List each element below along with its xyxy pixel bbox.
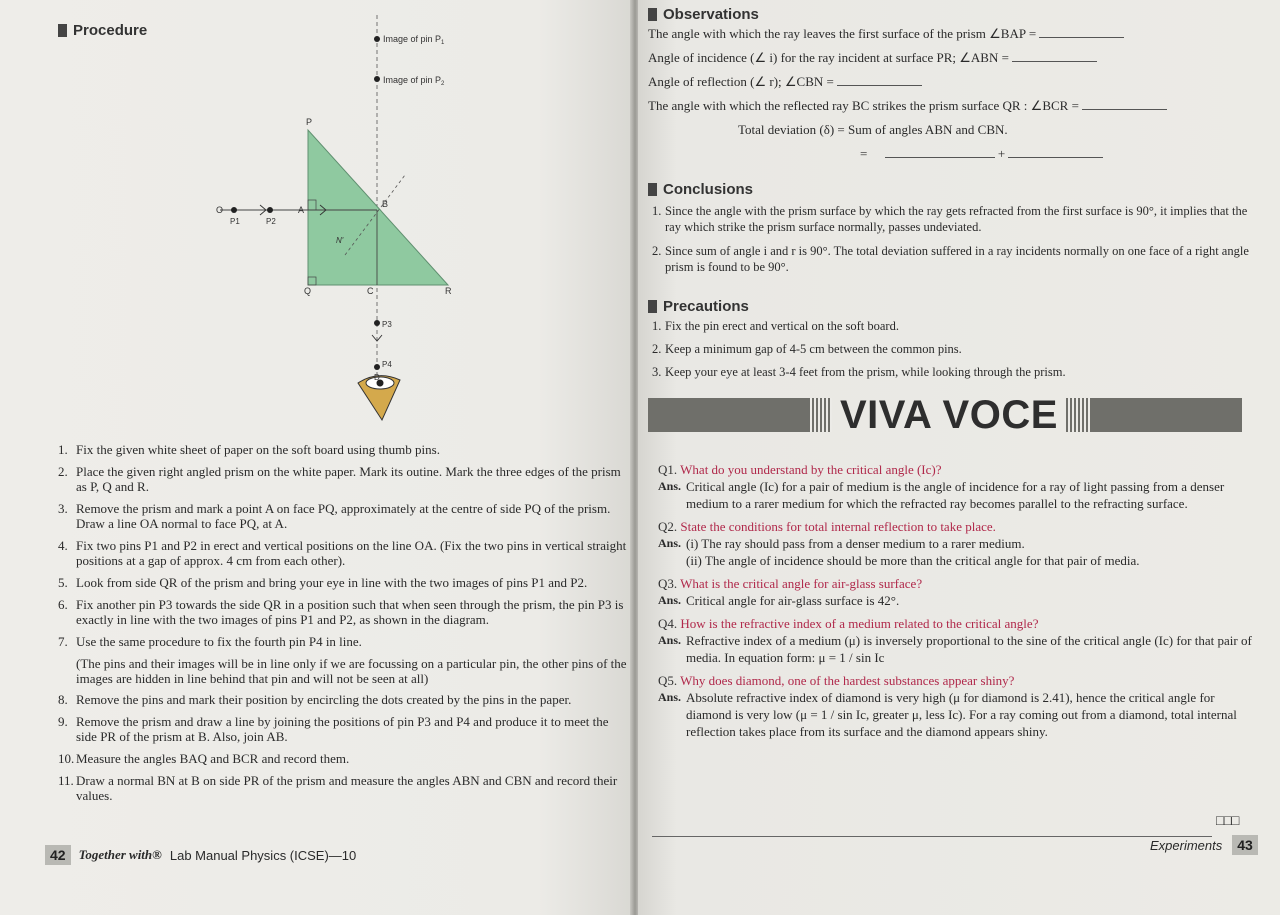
left-page	[0, 0, 634, 915]
heading-bar-icon	[58, 24, 67, 37]
observations-block	[648, 22, 1208, 166]
conclusions-list	[652, 203, 1252, 283]
observations-heading: Observations	[648, 6, 759, 23]
viva-voce-title: VIVA VOCE	[840, 392, 1058, 437]
step-text: Fix two pins P1 and P2 in erect and vertical positions on the line OA. (Fix the two pins in vertical straight positions at a gap of approx. 4 cm from each other).	[76, 538, 627, 568]
viva-question: Q3. What is the critical angle for air-glass surface?	[658, 576, 923, 591]
step-text: Fix the given white sheet of paper on the soft board using thumb pins.	[76, 442, 440, 457]
label-p1: P1	[230, 217, 240, 226]
page-number-right: 43	[1232, 835, 1258, 855]
step-text: Look from side QR of the prism and bring your eye in line with the two images of pins P1 and P2.	[76, 575, 588, 590]
step-number: 11.	[58, 773, 74, 788]
procedure-step	[58, 575, 628, 590]
viva-question: Q1. What do you understand by the critical angle (Ic)?	[658, 462, 942, 477]
procedure-note: (The pins and their images will be in line only if we are focussing on a particular pin, the other pins of the images are hidden in line behind that pin and will not be seen at all)	[76, 656, 627, 686]
procedure-step	[58, 714, 628, 744]
step-number: 3.	[58, 501, 68, 516]
precaution-item: 3. Keep your eye at least 3-4 feet from the prism, while looking through the prism.	[652, 365, 1066, 379]
observation-line: The angle with which the ray leaves the first surface of the prism ∠BAP =	[648, 22, 1208, 46]
right-footer	[1150, 835, 1258, 855]
label-p4: P4	[382, 360, 392, 369]
viva-answer: (ii) The angle of incidence should be more than the critical angle for that pair of media.	[686, 553, 1140, 568]
procedure-step	[58, 773, 628, 803]
label-image-p2: Image of pin $P_2$	[383, 75, 445, 87]
label-image-p1: Image of pin $P_1$	[383, 34, 445, 46]
step-number: 7.	[58, 634, 68, 649]
viva-answer: Ans. Refractive index of a medium (μ) is inversely proportional to the sine of the critical angle (Ic) for that pair of media. In equation form: μ = 1 / sin Ic	[658, 633, 1252, 665]
conclusions-heading: Conclusions	[648, 181, 753, 198]
brand-logo: Together with®	[78, 847, 162, 862]
viva-answer: Ans. (i) The ray should pass from a denser medium to a rarer medium.	[658, 536, 1025, 551]
step-text: Remove the prism and draw a line by joining the positions of pin P3 and P4 and produce it to meet the side PR of the prism at B. Also, join AB.	[76, 714, 609, 744]
procedure-step	[58, 597, 628, 627]
viva-question: Q4. How is the refractive index of a medium related to the critical angle?	[658, 616, 1039, 631]
heading-bar-icon	[648, 8, 657, 21]
precaution-item: 2. Keep a minimum gap of 4-5 cm between the common pins.	[652, 342, 962, 356]
deviation-sum-line: = +	[648, 142, 1208, 166]
procedure-step	[58, 442, 628, 457]
procedure-step	[58, 464, 628, 494]
step-text: Draw a normal BN at B on side PR of the prism and measure the angles ABN and CBN and record their values.	[76, 773, 618, 803]
step-number: 4.	[58, 538, 68, 553]
viva-voce-banner	[648, 392, 1242, 438]
book-title: Lab Manual Physics (ICSE)—10	[169, 847, 357, 863]
label-R: R	[445, 286, 452, 296]
viva-qa-list	[658, 455, 1254, 740]
heading-bar-icon	[648, 183, 657, 196]
precautions-heading: Precautions	[648, 298, 749, 315]
procedure-steps	[58, 442, 628, 810]
observation-line: Angle of reflection (∠ r); ∠CBN =	[648, 70, 1208, 94]
observation-line: Angle of incidence (∠ i) for the ray incident at surface PR; ∠ABN =	[648, 46, 1208, 70]
step-text: Measure the angles BAQ and BCR and record them.	[76, 751, 350, 766]
conclusion-item: 2. Since sum of angle i and r is 90°. The total deviation suffered in a ray incidents normally on one face of a right angle prism is found to be 90°.	[652, 244, 1249, 274]
label-N: N'	[336, 236, 344, 245]
label-C: C	[367, 286, 374, 296]
conclusion-item: 1. Since the angle with the prism surface by which the ray gets refracted from the first surface is 90°, it implies that the ray which strike the prism surface normally, passes undeviated.	[652, 204, 1248, 234]
viva-question: Q2. State the conditions for total internal reflection to take place.	[658, 519, 996, 534]
label-p3: P3	[382, 320, 392, 329]
step-number: 2.	[58, 464, 68, 479]
label-P: P	[306, 117, 313, 127]
viva-answer: Ans. Critical angle (Ic) for a pair of medium is the angle of incidence for a ray of light passing from a denser medium to a rarer medium for which the refracted ray becomes parallel to the refracting surface.	[658, 479, 1225, 511]
procedure-step	[58, 751, 628, 766]
label-p2: P2	[266, 217, 276, 226]
label-O: O	[216, 205, 224, 215]
viva-question: Q5. Why does diamond, one of the hardest substances appear shiny?	[658, 673, 1015, 688]
label-Q: Q	[304, 286, 312, 296]
observation-line: The angle with which the reflected ray BC strikes the prism surface QR : ∠BCR =	[648, 94, 1208, 118]
procedure-step	[58, 501, 628, 531]
page-number-left: 42	[45, 845, 71, 865]
footer-rule	[652, 836, 1212, 837]
prism-diagram	[200, 15, 500, 430]
left-footer	[45, 845, 356, 865]
procedure-step	[58, 692, 628, 707]
step-text: Fix another pin P3 towards the side QR in a position such that when seen through the prism, the pin P3 is exactly in line with the two images of pins P1 and P2, as shown in the diagram.	[76, 597, 624, 627]
procedure-step	[58, 538, 628, 568]
step-text: Remove the pins and mark their position by encircling the dots created by the pins in the paper.	[76, 692, 572, 707]
viva-answer: Ans. Critical angle for air-glass surface is 42°.	[658, 593, 900, 608]
step-number: 6.	[58, 597, 68, 612]
step-text: Use the same procedure to fix the fourth pin P4 in line.	[76, 634, 362, 649]
end-marks: □□□	[1216, 812, 1239, 828]
step-number: 8.	[58, 692, 68, 707]
footer-label: Experiments	[1150, 837, 1223, 853]
total-deviation: Total deviation (δ) = Sum of angles ABN and CBN.	[738, 122, 1008, 137]
precautions-list	[652, 319, 1252, 388]
viva-answer: Ans. Absolute refractive index of diamond is very high (μ for diamond is 2.41), hence the critical angle for diamond is very low (μ = 1 / sin Ic, greater μ, less Ic). For a ray coming out from a diamond, total internal reflection takes place from its surface and the diamond appears shiny.	[658, 690, 1237, 739]
precaution-item: 1. Fix the pin erect and vertical on the soft board.	[652, 319, 899, 333]
step-number: 1.	[58, 442, 68, 457]
label-A: A	[298, 205, 305, 215]
step-number: 5.	[58, 575, 68, 590]
step-number: 10.	[58, 751, 75, 766]
step-number: 9.	[58, 714, 68, 729]
step-text: Place the given right angled prism on the white paper. Mark its outine. Mark the three edges of the prism as P, Q and R.	[76, 464, 621, 494]
procedure-step	[58, 634, 628, 649]
label-B: B	[382, 199, 389, 209]
procedure-heading: Procedure	[58, 22, 147, 39]
step-text: Remove the prism and mark a point A on face PQ, approximately at the centre of side PQ of the prism. Draw a line OA normal to face PQ, at A.	[76, 501, 611, 531]
heading-bar-icon	[648, 300, 657, 313]
label-D: D	[374, 373, 380, 382]
